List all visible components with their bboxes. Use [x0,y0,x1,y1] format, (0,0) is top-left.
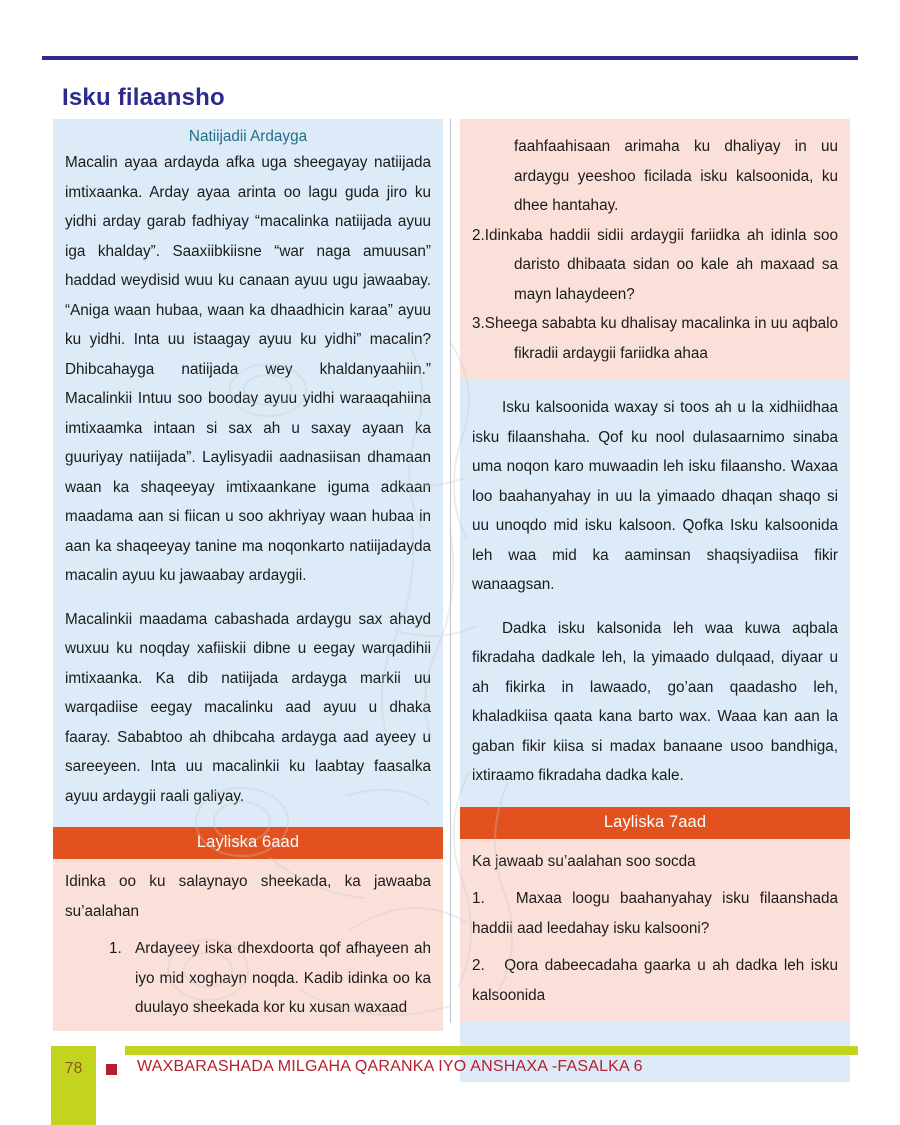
exercise-7-intro: Ka jawaab su’aalahan soo socda [472,852,696,870]
exercise-6-title-bar: Layliska 6aad [53,827,443,859]
page-title: Isku filaansho [62,84,225,112]
column-divider [450,119,451,1023]
exercise-6-block [53,859,443,1031]
list-item-text: Ardayeey iska dhexdoorta qof afhayeen ah iyo mid xoghayn noqda. Kadib idinka oo ka duulayo sheekada kor ku xusan waxaad [135,940,431,1017]
list-item-marker: 1. [109,940,122,958]
exercise-6-continuation-block [460,119,850,380]
page-number: 78 [64,1060,83,1077]
list-item-marker: 2. [472,957,485,975]
exercise-6-list [65,934,431,1023]
list-item-text: Qora dabeecadaha gaarka u ah dadka leh isku kalsoonida [472,957,839,1004]
exercise-6-item-1-continuation: faahfaahisaan arimaha ku dhaliyay in uu ardaygu yeeshoo ficilada isku kalsoonida, ku dhee hantahay. [514,138,838,215]
right-body-block [460,380,850,807]
list-item-marker: 3. [472,315,485,333]
left-subheading: Natiijadii Ardayga [188,128,308,145]
exercise-7-item-1 [472,884,838,943]
header-rule [42,56,858,60]
right-column [460,119,850,1023]
exercise-7-block [460,839,850,1023]
exercise-6-item-2 [472,221,838,310]
right-paragraph-1: Isku kalsoonida waxay si toos ah u la xidhiidhaa isku filaanshaha. Qof ku nool dulasaarnimo sinaba uma noqon karo muwaadin leh isku filaansho. Waxaa loo baahanyahay in uu la yimaado dhaqan shaqo si uu unoqdo mid isku kalsoon. Qofka Isku kalsoonida leh waa mid ka aaminsan shaqsiyadiisa fikir wanaagsan. [472,399,838,594]
left-paragraph-1: Macalin ayaa ardayda afka uga sheegayay natiijada imtixaanka. Arday ayaa arinta oo lagu guda jiro ku yidhi arday garab fadhiyay “macalinka natiijada ayuu iga khalday”. Saaxiibkiisne “war naga amuusan” haddad weydisid wuu ku canaan ayuu ugu jawaabay. “Aniga waan hubaa, waan ka dhaadhicin karaa” ayuu ku yidhi. Inta uu istaagay ayuu ku yidhi” macalin? Dhibcahayga natiijada wey khaldanyaahiin.” Macalinkii Intuu soo booday ayuu yidhi waraaqahiina imtixaamka intaan si sax ah u saxay ayaan ka guuriyay natiijada”. Laylisyadii aadnasiisan dhamaan waan ka shaqeeyay imtixaankane iguma adkaan maadama aan si fiican u soo akhriyay waan hubaa in aan ka shaqeeyay tanine ma noqonkarto natiijadayda macalin ayuu ku jawaabay ardaygii. [65,154,431,585]
footer-bullet-icon [106,1064,117,1075]
list-item-text: Idinkaba haddii sidii ardaygii fariidka ah idinla soo daristo dhibaata sidan oo kale ah maxaad sa mayn lahaydeen? [484,226,838,303]
exercise-7-item-2 [472,951,838,1010]
list-item-text: Maxaa loogu baahanyahay isku filaanshada haddii aad leedahay isku kalsooni? [472,890,839,937]
right-paragraph-2: Dadka isku kalsonida leh waa kuwa aqbala fikradaha dadkale leh, la yimaado dulqaad, diyaar u ah fikirka in lawaado, go’aan qaadasho leh, khaladkiisa qaata kana barto wax. Waaa kan aan la gaban fikir kiisa si madax banaane usoo bandhiga, ixtiraamo fikradaha dadka kale. [472,619,838,785]
list-item-text: Sheega sababta ku dhalisay macalinka in uu aqbalo fikradii ardaygii fariidka ahaa [484,315,838,362]
footer-green-bar [125,1046,858,1055]
exercise-6-intro: Idinka oo ku salaynayo sheekada, ka jawaaba su’aalahan [65,873,431,920]
footer-page-box [51,1046,96,1125]
footer-title: WAXBARASHADA MILGAHA QARANKA IYO ANSHAXA -FASALKA 6 [137,1058,643,1075]
left-story-block [53,119,443,827]
left-column [53,119,443,1023]
exercise-7-title-bar: Layliska 7aad [460,807,850,839]
left-paragraph-2: Macalinkii maadama cabashada ardaygu sax ahayd wuxuu ku noqday xafiiskii dibne u eegay warqadihii imtixaanka. Ka dib natiijada ardayga markii uu warqadiise eegay macalinku aad ayuu u dhaka faaray. Sababtoo ah dhibcaha ardayga aad ayeey u sareeyeen. Inta uu macalinkii ku laabtay faasalka ayuu ardaygii raali galiyay. [65,610,431,805]
list-item [109,934,431,1023]
list-item-marker: 2. [472,226,485,244]
exercise-6-item-3 [472,309,838,368]
list-item-marker: 1. [472,890,485,908]
